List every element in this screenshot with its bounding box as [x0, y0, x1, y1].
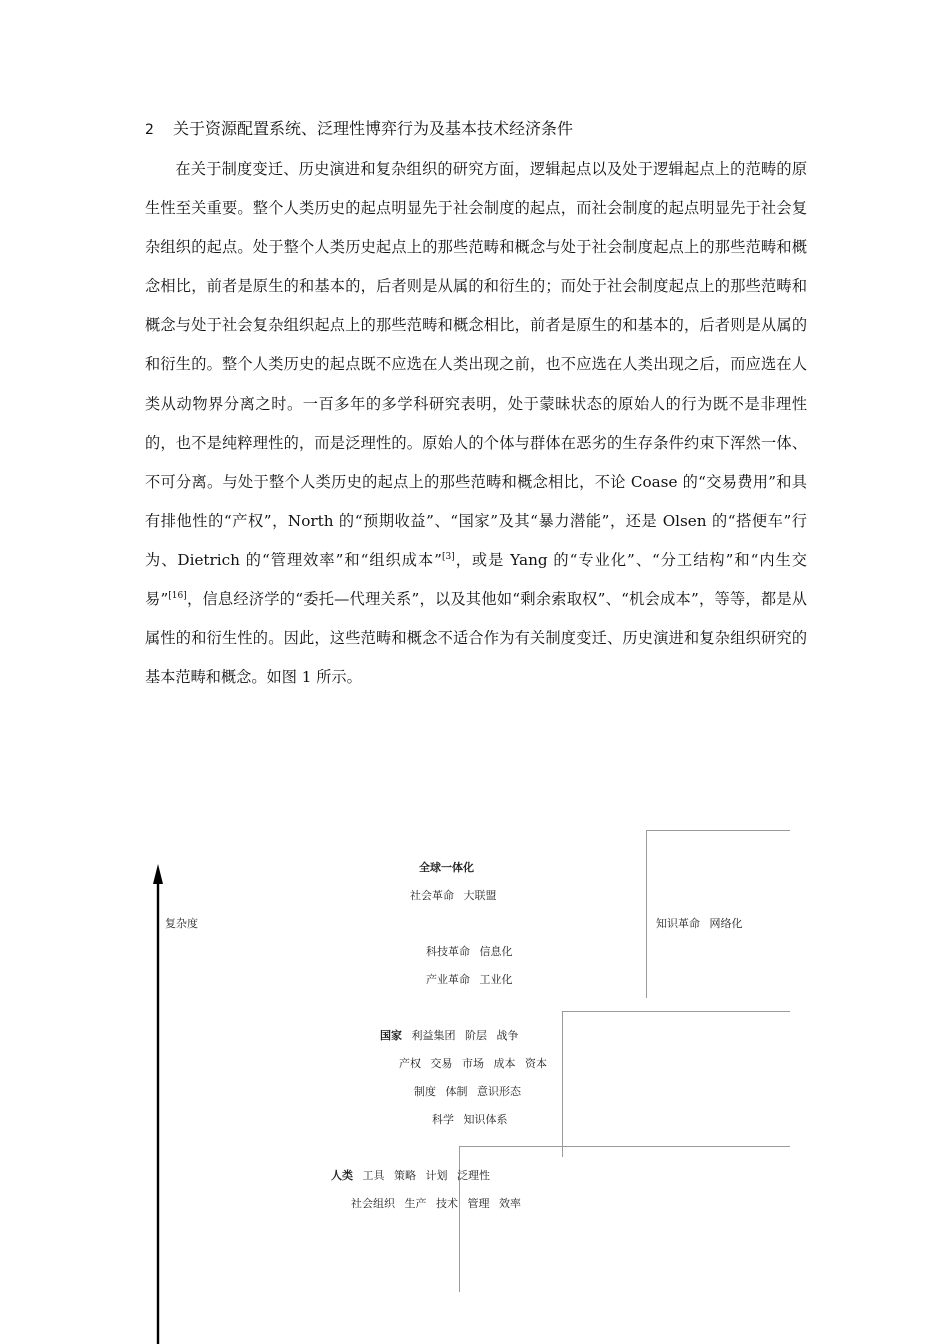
section-number: 2: [145, 122, 154, 138]
paragraph-text-2: ，或是 Yang 的“专业化”、“分工结构”和“内生交易”: [145, 550, 807, 609]
bottom-tier-row-1-rest: 工具 策略 计划 泛理性: [362, 1169, 490, 1182]
top-tier-side-label: 知识革命 网络化: [656, 917, 743, 930]
middle-tier-row-2: 产权 交易 市场 成本 资本: [399, 1057, 547, 1070]
top-tier-title: 全球一体化: [419, 861, 474, 874]
bottom-tier-row-1: [331, 1167, 490, 1183]
middle-tier-row-3: 制度 体制 意识形态: [414, 1085, 521, 1098]
middle-tier-row-1-rest: 利益集团 阶层 战争: [411, 1029, 519, 1042]
section-title: 关于资源配置系统、泛理性博弈行为及基本技术经济条件: [173, 119, 574, 138]
middle-tier-title: 国家: [380, 1029, 402, 1042]
middle-tier-row-1: [380, 1027, 519, 1043]
section-heading: [145, 116, 573, 139]
citation-ref-3[interactable]: [3]: [441, 551, 455, 562]
top-tier-bracket-horizontal: [646, 830, 790, 831]
middle-tier-bracket-vertical: [562, 1011, 563, 1157]
paragraph-text-3: ，信息经济学的“委托—代理关系”，以及其他如“剩余索取权”、“机会成本”，等等，都是从属性的和衍生性的。因此，这些范畴和概念不适合作为有关制度变迁、历史演进和复杂组织研究的基本范畴和概念。如图 1 所示。: [145, 590, 807, 687]
middle-tier-bracket-horizontal: [562, 1011, 790, 1012]
citation-ref-16[interactable]: [16]: [168, 591, 187, 602]
top-tier-row-1: 社会革命 大联盟: [410, 889, 497, 902]
paragraph-text-1: 在关于制度变迁、历史演进和复杂组织的研究方面，逻辑起点以及处于逻辑起点上的范畴的原生性至关重要。整个人类历史的起点明显先于社会制度的起点，而社会制度的起点明显先于社会复杂组织的起点。处于整个人类历史起点上的那些范畴和概念与处于社会制度起点上的那些范畴和概念相比，前者是原生的和基本的，后者则是从属的和衍生的；而处于社会制度起点上的那些范畴和概念与处于社会复杂组织起点上的那些范畴和概念相比，前者是原生的和基本的，后者则是从属的和衍生的。整个人类历史的起点既不应选在人类出现之前，也不应选在人类出现之后，而应选在人类从动物界分离之时。一百多年的多学科研究表明，处于蒙昧状态的原始人的行为既不是非理性的，也不是纯粹理性的，而是泛理性的。原始人的个体与群体在恶劣的生存条件约束下浑然一体、不可分离。与处于整个人类历史的起点上的那些范畴和概念相比，不论 Coase 的“交易费用”和具有排他性的“产权”，North 的“预期收益”、“国家”及其“暴力潜能”，还是 Olsen 的“搭便车”行为、Dietrich 的“管理效率”和“组织成本”: [145, 160, 807, 569]
top-tier-row-3: 产业革命 工业化: [426, 973, 513, 986]
complexity-axis: [150, 862, 166, 1344]
bottom-tier-row-2: 社会组织 生产 技术 管理 效率: [351, 1197, 521, 1210]
bottom-tier-bracket-horizontal: [459, 1146, 790, 1147]
axis-label: 复杂度: [165, 917, 198, 930]
top-tier-bracket-vertical: [646, 830, 647, 998]
top-tier-row-2: 科技革命 信息化: [426, 945, 513, 958]
bottom-tier-title: 人类: [331, 1169, 353, 1182]
body-paragraph: [145, 150, 807, 697]
middle-tier-row-4: 科学 知识体系: [432, 1113, 508, 1126]
